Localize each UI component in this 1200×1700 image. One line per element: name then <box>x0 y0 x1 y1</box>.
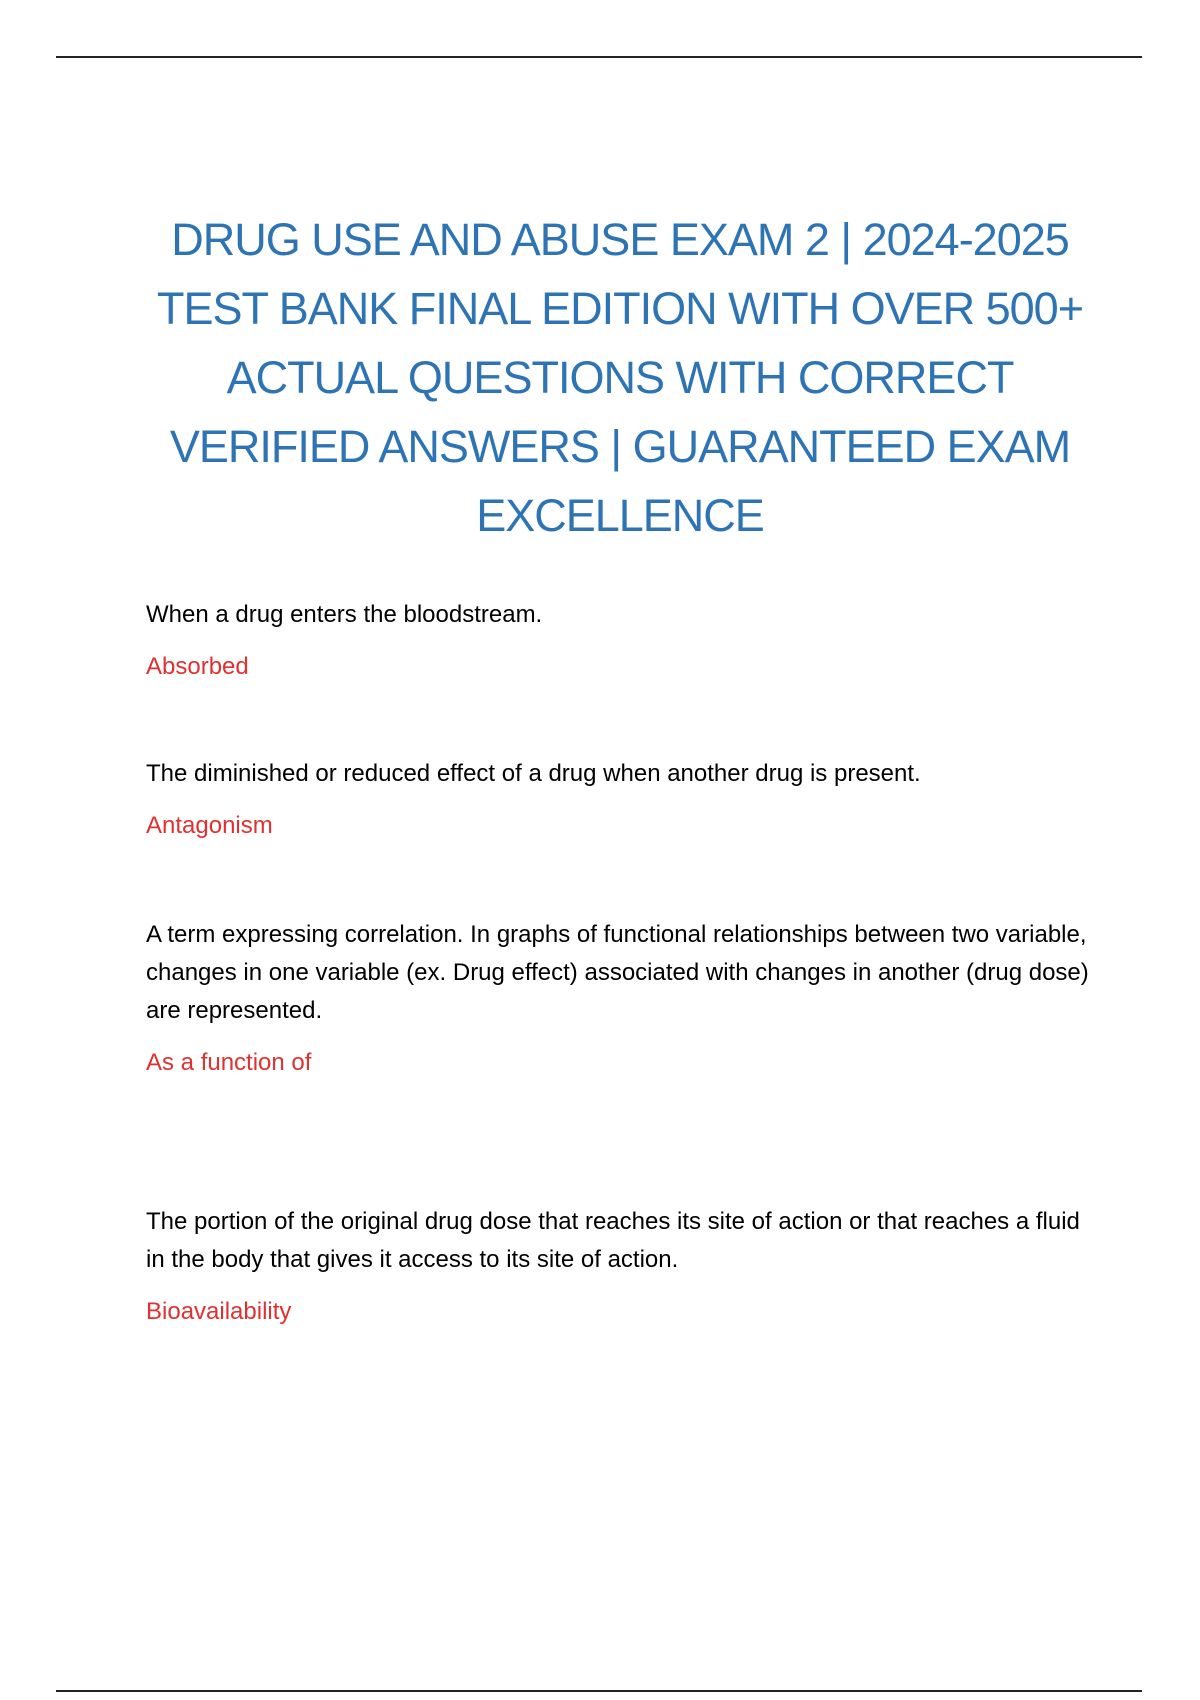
bottom-rule <box>56 1690 1142 1692</box>
title-line-3: ACTUAL QUESTIONS WITH CORRECT <box>226 352 1014 403</box>
question-text: When a drug enters the bloodstream. <box>146 601 543 628</box>
answer-text: Absorbed <box>146 653 249 680</box>
answer-text: Antagonism <box>146 812 273 839</box>
qa-item-antagonism <box>146 755 1096 845</box>
qa-item-as-a-function-of <box>146 916 1096 1082</box>
answer-text: As a function of <box>146 1049 312 1076</box>
top-rule <box>56 56 1142 58</box>
title-line-4: VERIFIED ANSWERS | GUARANTEED EXAM <box>169 421 1071 472</box>
title-line-1: DRUG USE AND ABUSE EXAM 2 | 2024-2025 <box>171 214 1069 265</box>
question-text: The diminished or reduced effect of a drug when another drug is present. <box>146 760 921 787</box>
qa-item-bioavailability <box>146 1203 1096 1331</box>
answer-text: Bioavailability <box>146 1298 292 1325</box>
question-text: The portion of the original drug dose that reaches its site of action or that reaches a fluid in the body that gives it access to its site of action. <box>146 1208 1080 1273</box>
document-title <box>140 205 1100 550</box>
title-line-5: EXCELLENCE <box>476 490 764 541</box>
question-text: A term expressing correlation. In graphs of functional relationships between two variable, changes in one variable (ex. Drug effect) associated with changes in another (drug dose) are represented. <box>146 921 1089 1024</box>
qa-item-absorbed <box>146 596 1096 686</box>
title-line-2: TEST BANK FINAL EDITION WITH OVER 500+ <box>157 283 1083 334</box>
